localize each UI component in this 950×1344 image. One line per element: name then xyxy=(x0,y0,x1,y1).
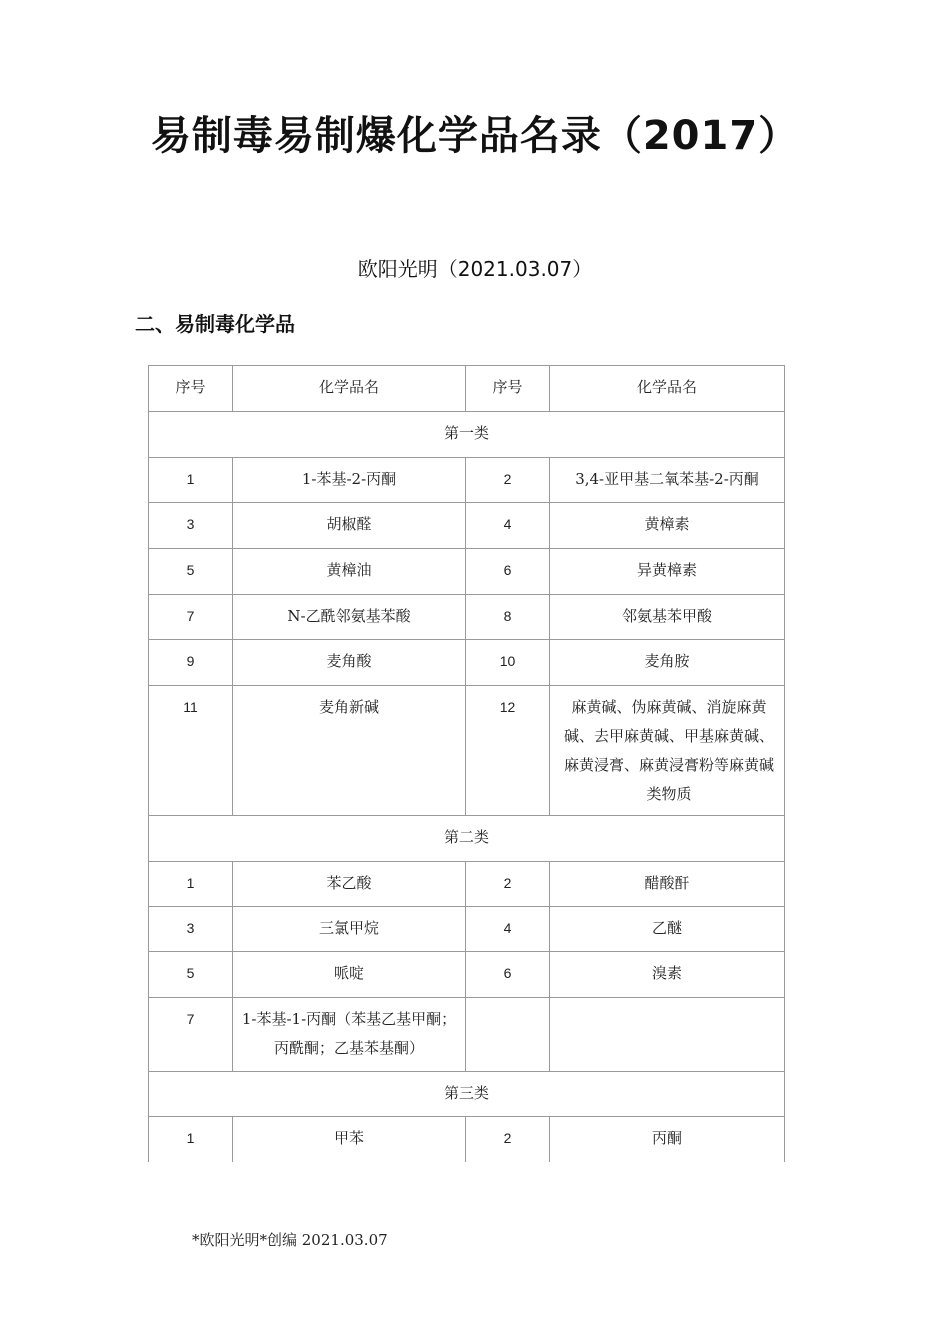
cell-number: 10 xyxy=(466,640,550,686)
table-header-row xyxy=(149,366,785,412)
table-row xyxy=(149,862,785,907)
cell-number: 6 xyxy=(466,952,550,998)
cell-name: 麦角新碱 xyxy=(233,686,466,816)
cell-name: 胡椒醛 xyxy=(233,503,466,549)
cell-name: 哌啶 xyxy=(233,952,466,998)
cell-number: 12 xyxy=(466,686,550,816)
category-label: 第二类 xyxy=(149,816,785,862)
cell-name: 乙醚 xyxy=(550,907,785,952)
cell-name: 3,4-亚甲基二氧苯基-2-丙酮 xyxy=(550,458,785,503)
header-cell: 序号 xyxy=(466,366,550,412)
header-cell: 序号 xyxy=(149,366,233,412)
author-line: 欧阳光明（2021.03.07） xyxy=(357,257,593,281)
table-row xyxy=(149,595,785,640)
cell-number xyxy=(466,998,550,1072)
cell-name: 麦角胺 xyxy=(550,640,785,686)
cell-number: 5 xyxy=(149,549,233,595)
cell-name: 甲苯 xyxy=(233,1117,466,1162)
cell-name: 黄樟油 xyxy=(233,549,466,595)
cell-name: 苯乙酸 xyxy=(233,862,466,907)
page-title: 易制毒易制爆化学品名录（2017） xyxy=(150,113,800,159)
cell-name: 1-苯基-2-丙酮 xyxy=(233,458,466,503)
table-row xyxy=(149,686,785,816)
cell-number: 4 xyxy=(466,503,550,549)
cell-name: 麦角酸 xyxy=(233,640,466,686)
cell-number: 6 xyxy=(466,549,550,595)
chemicals-table xyxy=(148,365,785,1162)
cell-number: 7 xyxy=(149,595,233,640)
cell-name: N-乙酰邻氨基苯酸 xyxy=(233,595,466,640)
header-cell: 化学品名 xyxy=(233,366,466,412)
cell-name: 异黄樟素 xyxy=(550,549,785,595)
cell-number: 2 xyxy=(466,862,550,907)
cell-name: 丙酮 xyxy=(550,1117,785,1162)
header-cell: 化学品名 xyxy=(550,366,785,412)
cell-number: 2 xyxy=(466,458,550,503)
table-row xyxy=(149,952,785,998)
category-row xyxy=(149,816,785,862)
cell-number: 7 xyxy=(149,998,233,1072)
cell-name: 麻黄碱、伪麻黄碱、消旋麻黄碱、去甲麻黄碱、甲基麻黄碱、麻黄浸膏、麻黄浸膏粉等麻黄碱类物质 xyxy=(550,686,785,816)
cell-number: 5 xyxy=(149,952,233,998)
cell-number: 1 xyxy=(149,862,233,907)
cell-number: 8 xyxy=(466,595,550,640)
cell-number: 3 xyxy=(149,907,233,952)
table-row xyxy=(149,549,785,595)
table-row xyxy=(149,458,785,503)
cell-number: 4 xyxy=(466,907,550,952)
section-heading: 二、易制毒化学品 xyxy=(135,312,295,336)
cell-number: 2 xyxy=(466,1117,550,1162)
table-row xyxy=(149,907,785,952)
cell-number: 11 xyxy=(149,686,233,816)
cell-number: 3 xyxy=(149,503,233,549)
cell-name: 三氯甲烷 xyxy=(233,907,466,952)
table-row xyxy=(149,503,785,549)
cell-name: 黄樟素 xyxy=(550,503,785,549)
footer-note: *欧阳光明*创编 2021.03.07 xyxy=(192,1231,388,1249)
cell-number: 9 xyxy=(149,640,233,686)
cell-name xyxy=(550,998,785,1072)
table-row xyxy=(149,998,785,1072)
cell-name: 溴素 xyxy=(550,952,785,998)
cell-number: 1 xyxy=(149,1117,233,1162)
cell-name: 邻氨基苯甲酸 xyxy=(550,595,785,640)
category-label: 第三类 xyxy=(149,1072,785,1117)
cell-number: 1 xyxy=(149,458,233,503)
cell-name: 1-苯基-1-丙酮（苯基乙基甲酮；丙酰酮；乙基苯基酮） xyxy=(233,998,466,1072)
table-row xyxy=(149,640,785,686)
category-label: 第一类 xyxy=(149,412,785,458)
table-row xyxy=(149,1117,785,1162)
category-row xyxy=(149,412,785,458)
category-row xyxy=(149,1072,785,1117)
cell-name: 醋酸酐 xyxy=(550,862,785,907)
